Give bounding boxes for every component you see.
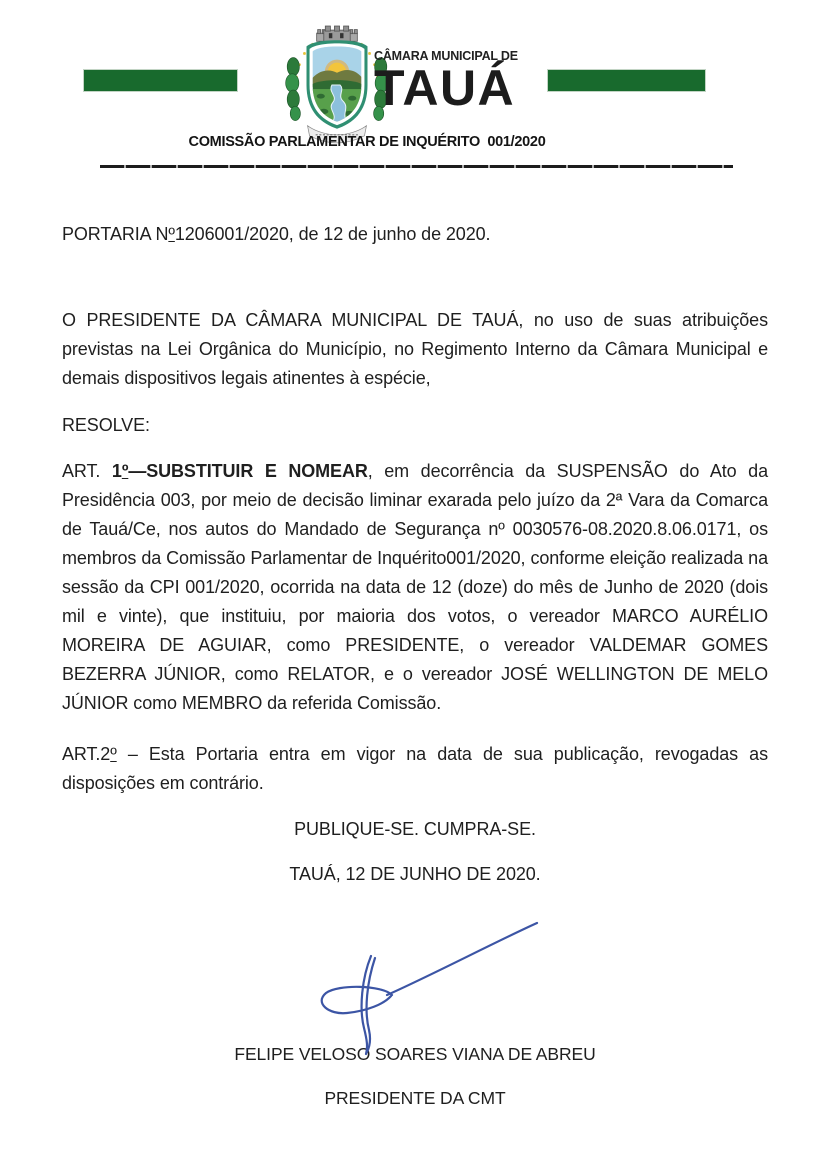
art1-text: , em decorrência da SUSPENSÃO do Ato da Presidência 003, por meio de decisão liminar exarada pelo juízo da 2ª Vara da Comarca de Tauá/Ce, nos autos do Mandado de Segurança nº 0030576-08.2020.8.06.0171, os membros da Comissão Parlamentar de Inquérito001/2020, conforme eleição realizada na sessão da CPI 001/2020, ocorrida na data de 12 (doze) do mês de Junho de 2020 (dois mil e vinte), que instituiu, por maioria dos votos, o vereador MARCO AURÉLIO MOREIRA DE AGUIAR, como PRESIDENTE, o vereador VALDEMAR GOMES BEZERRA JÚNIOR, como RELATOR, e o vereador JOSÉ WELLINGTON DE MELO JÚNIOR como MEMBRO da referida Comissão.: [62, 461, 769, 713]
committee-title: COMISSÃO PARLAMENTAR DE INQUÉRITO 001/2020: [188, 134, 546, 150]
signature-stroke-loop: [322, 987, 392, 1013]
mural-crown-icon: [317, 26, 358, 41]
signature-block: [62, 889, 768, 1040]
header-bar-left: [84, 70, 237, 91]
art1-pre: ART.: [62, 461, 112, 481]
org-name-small: CÂMARA MUNICIPAL DE: [374, 49, 518, 63]
art1-bold-command: —SUBSTITUIR E NOMEAR: [128, 461, 368, 481]
portaria-pre: PORTARIA N: [62, 224, 169, 244]
portaria-number: [62, 178, 768, 249]
signature-stroke-vertical-2: [367, 958, 375, 1052]
dateline: TAUÁ, 12 DE JUNHO DE 2020.: [289, 864, 541, 884]
preamble-paragraph: O PRESIDENTE DA CÂMARA MUNICIPAL DE TAUÁ, no uso de suas atribuições previstas na Lei Orgânica do Município, no Regimento Interno da Câmara Municipal e demais dispositivos legais atinentes à espécie,: [62, 310, 768, 388]
shield-icon: [307, 40, 368, 128]
header-bar-right: [548, 70, 705, 91]
signer-title: PRESIDENTE DA CMT: [324, 1088, 506, 1108]
article-2-paragraph: [62, 740, 768, 798]
ordinal-indicator: º: [110, 744, 117, 764]
ordinal-indicator: º: [168, 224, 175, 244]
publish-order: PUBLIQUE-SE. CUMPRA-SE.: [294, 819, 536, 839]
org-titles: [374, 49, 518, 116]
org-name-big: TAUÁ: [374, 60, 516, 116]
art1-number: 1: [111, 461, 122, 481]
art2-text: – Esta Portaria entra em vigor na data de sua publicação, revogadas as disposições em contrário.: [62, 744, 768, 793]
signature-stroke-diagonal: [387, 923, 537, 995]
foliage-left-icon: [286, 58, 301, 121]
ordinal-indicator: º: [121, 461, 129, 481]
document-body: [0, 178, 832, 1113]
portaria-rest: 1206001/2020, de 12 de junho de 2020.: [174, 224, 491, 244]
art2-pre: ART.2: [62, 744, 111, 764]
letterhead: [0, 0, 832, 178]
article-1-paragraph: [62, 457, 768, 718]
resolve-clause: RESOLVE:: [62, 415, 150, 435]
header-rule: [100, 165, 733, 168]
signer-name: FELIPE VELOSO SOARES VIANA DE ABREU: [234, 1044, 596, 1064]
